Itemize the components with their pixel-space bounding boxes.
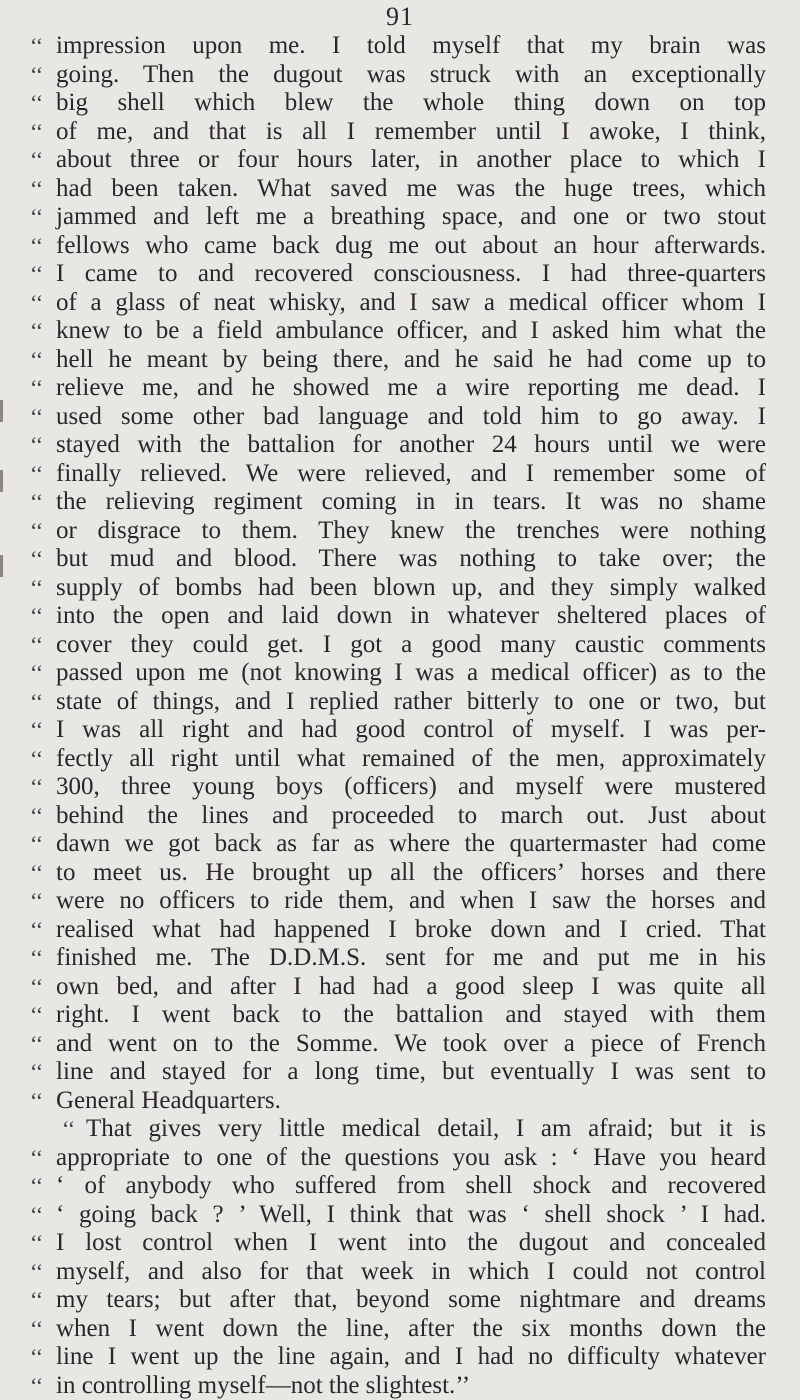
text-line	[36, 602, 766, 631]
line-text: ‘ going back ? ’ Well, I think that was ‘ shell shock ’ I had.	[56, 1201, 766, 1228]
quote-mark: ‘‘	[30, 1343, 43, 1372]
quote-mark: ‘‘	[30, 1286, 43, 1315]
quote-mark: ‘‘	[30, 1030, 43, 1059]
quote-mark: ‘‘	[30, 1201, 43, 1230]
line-text: impression upon me. I told myself that my brain was	[56, 32, 766, 59]
line-text: own bed, and after I had had a good sleep I was quite all	[56, 973, 766, 1000]
quote-mark: ‘‘	[30, 32, 43, 61]
text-line	[36, 32, 766, 61]
text-line	[36, 146, 766, 175]
text-line	[36, 346, 766, 375]
quote-mark: ‘‘	[30, 146, 43, 175]
text-line	[36, 431, 766, 460]
text-line	[36, 175, 766, 204]
line-text: passed upon me (not knowing I was a medical officer) as to the	[56, 659, 766, 686]
line-text: cover they could get. I got a good many caustic comments	[56, 631, 766, 658]
line-text: fellows who came back dug me out about an hour afterwards.	[56, 232, 766, 259]
page-number: 91	[0, 2, 800, 32]
text-line	[36, 232, 766, 261]
quote-mark: ‘‘	[30, 203, 43, 232]
text-line	[36, 317, 766, 346]
text-line	[36, 1258, 766, 1287]
line-text: fectly all right until what remained of the men, approximately	[56, 745, 766, 772]
line-text: stayed with the battalion for another 24 hours until we were	[56, 431, 766, 458]
text-line	[36, 1315, 766, 1344]
quote-mark: ‘‘	[30, 1001, 43, 1030]
text-line	[36, 830, 766, 859]
quote-mark: ‘‘	[30, 574, 43, 603]
line-text: to meet us. He brought up all the officers’ horses and there	[56, 859, 766, 886]
quote-mark: ‘‘	[62, 1115, 75, 1144]
quote-mark: ‘‘	[30, 175, 43, 204]
quote-mark: ‘‘	[30, 631, 43, 660]
text-line	[36, 1144, 766, 1173]
margin-mark	[0, 555, 3, 577]
text-line	[36, 859, 766, 888]
quote-mark: ‘‘	[30, 260, 43, 289]
text-line	[36, 802, 766, 831]
line-text: hell he meant by being there, and he said he had come up to	[56, 346, 766, 373]
line-text: I was all right and had good control of myself. I was per-	[56, 716, 766, 743]
line-text: line I went up the line again, and I had no difficulty whatever	[56, 1343, 766, 1370]
quote-mark: ‘‘	[30, 317, 43, 346]
line-text: going. Then the dugout was struck with an exceptionally	[56, 61, 766, 88]
text-line	[36, 1201, 766, 1230]
quote-mark: ‘‘	[30, 431, 43, 460]
text-line	[36, 944, 766, 973]
text-line	[36, 403, 766, 432]
line-text: right. I went back to the battalion and stayed with them	[56, 1001, 766, 1028]
text-line	[36, 1372, 766, 1400]
line-text: appropriate to one of the questions you ask : ‘ Have you heard	[56, 1144, 766, 1171]
line-text: ‘ of anybody who suffered from shell shock and recovered	[56, 1172, 766, 1199]
text-line	[36, 773, 766, 802]
quote-mark: ‘‘	[30, 488, 43, 517]
line-text: line and stayed for a long time, but eventually I was sent to	[56, 1058, 766, 1085]
line-text: finally relieved. We were relieved, and I remember some of	[56, 460, 766, 487]
line-text: into the open and laid down in whatever sheltered places of	[56, 602, 766, 629]
line-text: about three or four hours later, in another place to which I	[56, 146, 766, 173]
line-text: state of things, and I replied rather bitterly to one or two, but	[56, 688, 766, 715]
line-text: realised what had happened I broke down and I cried. That	[56, 916, 766, 943]
text-line	[36, 1087, 766, 1116]
text-line	[36, 887, 766, 916]
line-text: had been taken. What saved me was the huge trees, which	[56, 175, 766, 202]
quote-mark: ‘‘	[30, 1315, 43, 1344]
quote-mark: ‘‘	[30, 89, 43, 118]
text-line	[36, 916, 766, 945]
quote-mark: ‘‘	[30, 1058, 43, 1087]
quote-mark: ‘‘	[30, 859, 43, 888]
quote-mark: ‘‘	[30, 403, 43, 432]
line-text: or disgrace to them. They knew the trenches were nothing	[56, 517, 766, 544]
quote-mark: ‘‘	[30, 118, 43, 147]
text-line	[36, 631, 766, 660]
text-line	[36, 574, 766, 603]
line-text: I lost control when I went into the dugout and concealed	[56, 1229, 766, 1256]
text-line	[36, 1115, 766, 1144]
quote-mark: ‘‘	[30, 745, 43, 774]
quote-mark: ‘‘	[30, 517, 43, 546]
line-text: I came to and recovered consciousness. I had three-quarters	[56, 260, 766, 287]
text-line	[36, 118, 766, 147]
quote-mark: ‘‘	[30, 944, 43, 973]
line-text: when I went down the line, after the six months down the	[56, 1315, 766, 1342]
text-line	[36, 659, 766, 688]
quote-mark: ‘‘	[30, 1258, 43, 1287]
text-line	[36, 203, 766, 232]
text-line	[36, 1286, 766, 1315]
quote-mark: ‘‘	[30, 688, 43, 717]
body-text	[36, 32, 766, 1400]
line-text: but mud and blood. There was nothing to take over; the	[56, 545, 766, 572]
line-text: 300, three young boys (officers) and myself were mustered	[56, 773, 766, 800]
quote-mark: ‘‘	[30, 460, 43, 489]
line-text: were no officers to ride them, and when I saw the horses and	[56, 887, 766, 914]
text-line	[36, 1172, 766, 1201]
quote-mark: ‘‘	[30, 602, 43, 631]
line-text: big shell which blew the whole thing down on top	[56, 89, 766, 116]
line-text: in controlling myself—not the slightest.’’	[56, 1372, 470, 1399]
text-line	[36, 973, 766, 1002]
line-text: my tears; but after that, beyond some nightmare and dreams	[56, 1286, 766, 1313]
quote-mark: ‘‘	[30, 716, 43, 745]
quote-mark: ‘‘	[30, 973, 43, 1002]
quote-mark: ‘‘	[30, 1172, 43, 1201]
text-line	[36, 1058, 766, 1087]
line-text: of me, and that is all I remember until I awoke, I think,	[56, 118, 766, 145]
quote-mark: ‘‘	[30, 887, 43, 916]
line-text: behind the lines and proceeded to march out. Just about	[56, 802, 766, 829]
text-line	[36, 260, 766, 289]
text-line	[36, 1343, 766, 1372]
line-text: jammed and left me a breathing space, and one or two stout	[56, 203, 766, 230]
text-line	[36, 745, 766, 774]
quote-mark: ‘‘	[30, 1229, 43, 1258]
quote-mark: ‘‘	[30, 232, 43, 261]
line-text: and went on to the Somme. We took over a piece of French	[56, 1030, 766, 1057]
text-line	[36, 716, 766, 745]
line-text: of a glass of neat whisky, and I saw a medical officer whom I	[56, 289, 766, 316]
quote-mark: ‘‘	[30, 545, 43, 574]
text-line	[36, 374, 766, 403]
quote-mark: ‘‘	[30, 346, 43, 375]
line-text: myself, and also for that week in which I could not control	[56, 1258, 766, 1285]
quote-mark: ‘‘	[30, 802, 43, 831]
line-text: the relieving regiment coming in in tears. It was no shame	[56, 488, 766, 515]
text-line	[36, 545, 766, 574]
line-text: used some other bad language and told him to go away. I	[56, 403, 766, 430]
margin-mark	[0, 470, 3, 492]
line-text: finished me. The D.D.M.S. sent for me and put me in his	[56, 944, 766, 971]
text-line	[36, 688, 766, 717]
text-line	[36, 89, 766, 118]
line-text: General Headquarters.	[56, 1087, 281, 1114]
margin-mark	[0, 400, 3, 422]
line-text: relieve me, and he showed me a wire reporting me dead. I	[56, 374, 766, 401]
text-line	[36, 517, 766, 546]
line-text: dawn we got back as far as where the quartermaster had come	[56, 830, 766, 857]
quote-mark: ‘‘	[30, 830, 43, 859]
quote-mark: ‘‘	[30, 1144, 43, 1173]
text-line	[36, 1030, 766, 1059]
quote-mark: ‘‘	[30, 289, 43, 318]
text-line	[36, 488, 766, 517]
text-line	[36, 289, 766, 318]
quote-mark: ‘‘	[30, 61, 43, 90]
text-line	[36, 1229, 766, 1258]
text-line	[36, 61, 766, 90]
quote-mark: ‘‘	[30, 374, 43, 403]
quote-mark: ‘‘	[30, 1372, 43, 1400]
quote-mark: ‘‘	[30, 916, 43, 945]
text-line	[36, 460, 766, 489]
quote-mark: ‘‘	[30, 1087, 43, 1116]
quote-mark: ‘‘	[30, 773, 43, 802]
line-text: supply of bombs had been blown up, and they simply walked	[56, 574, 766, 601]
quote-mark: ‘‘	[30, 659, 43, 688]
text-line	[36, 1001, 766, 1030]
line-text: knew to be a field ambulance officer, and I asked him what the	[56, 317, 766, 344]
line-text: That gives very little medical detail, I am afraid; but it is	[86, 1115, 766, 1142]
